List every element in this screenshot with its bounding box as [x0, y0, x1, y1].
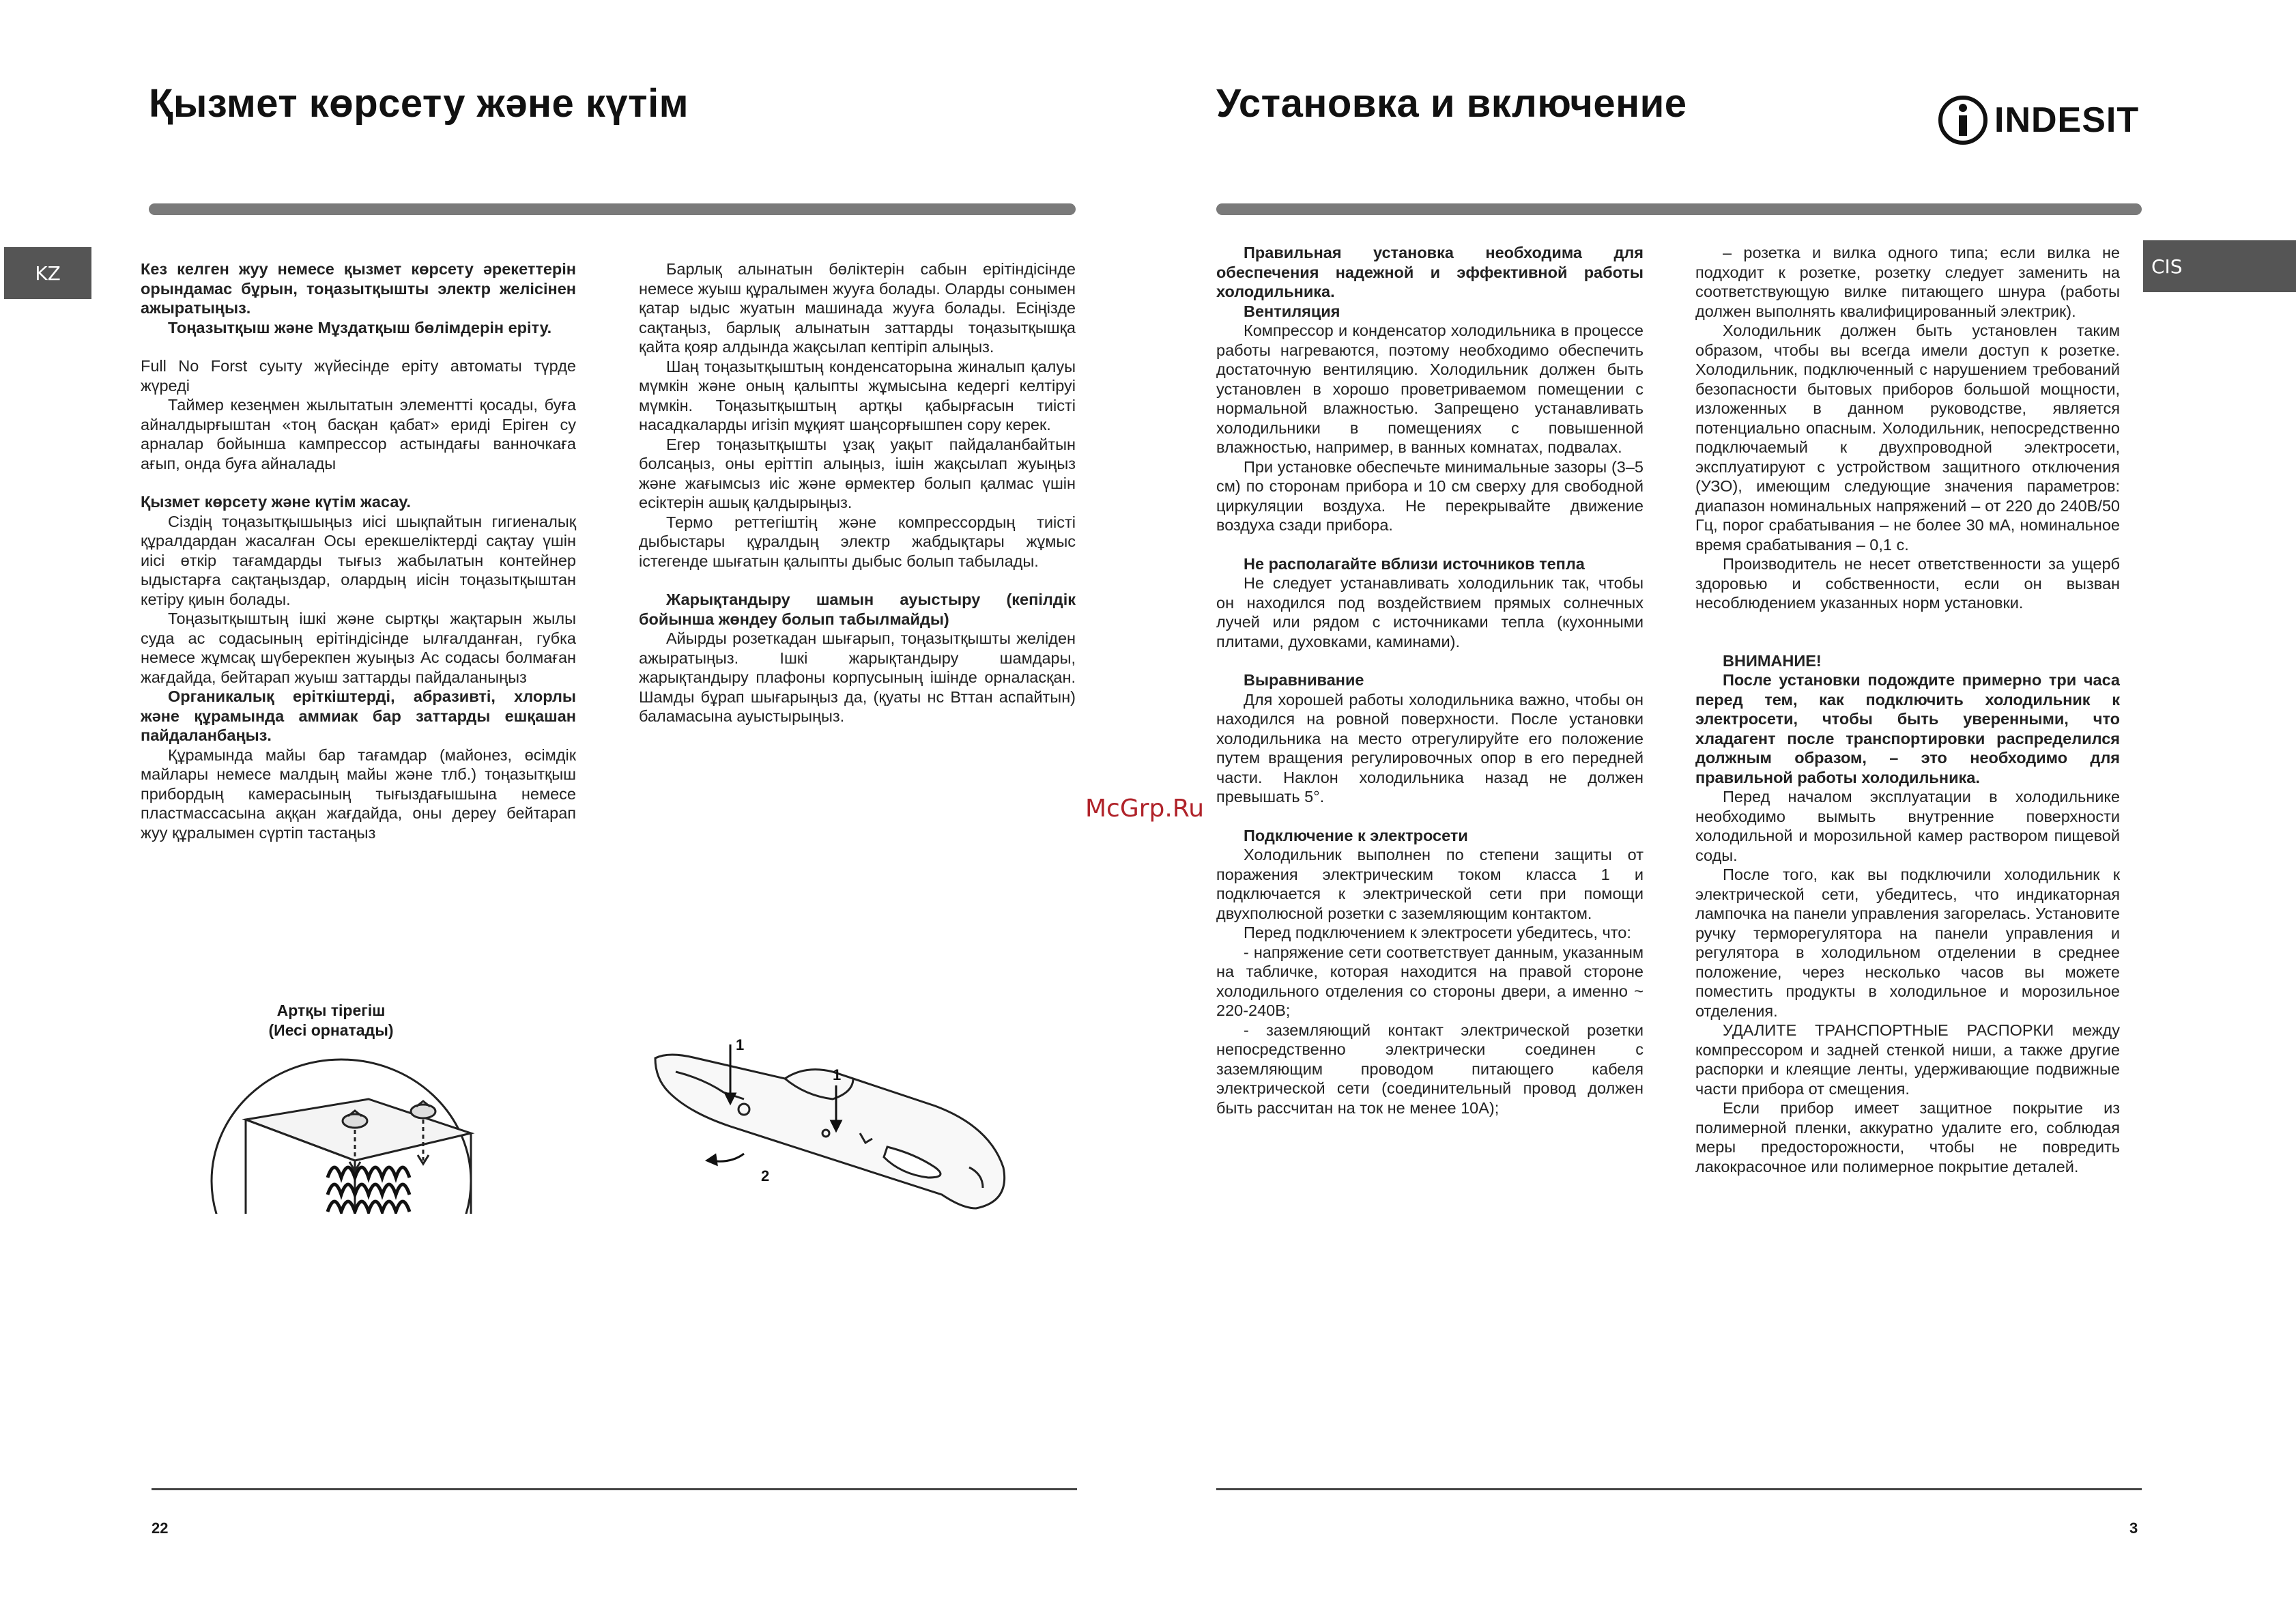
left-page-number: 22: [152, 1520, 169, 1537]
paragraph: Выравнивание: [1244, 671, 1364, 689]
paragraph-spacer: [1216, 807, 1644, 826]
paragraph: При установке обеспечьте минимальные зазоры (3–5 см) по сторонам прибора и 10 см сверху для свободной циркуляции воздуха. Не перекрывайте движение воздуха сзади прибора.: [1216, 457, 1644, 534]
paragraph-spacer: [1216, 535, 1644, 554]
paragraph: Құрамында майы бар тағамдар (майонез, өсімдік майлары немесе малдың майы және тлб.) тоңазытқыш прибордың камерасының тығыздағышына немесе пластмассасына аққан жағдайда, оны дереу бейтарап жуу құралымен сүртіп тастаңыз: [141, 745, 576, 842]
figure-caption: [232, 1001, 430, 1040]
paragraph-spacer: [1216, 651, 1644, 670]
paragraph: Тоңазытқыштың ішкі және сыртқы жақтарын жылы суда ас содасының ерітіндісінде ылғалданған, губка немесе жұмсақ шүберекпен жуыңыз Ас содасы болмаған жағдайда, бейтарап жуыш заттарды пайдаланыңыз: [141, 610, 576, 686]
paragraph: Барлық алынатын бөліктерін сабын ерітіндісінде немесе жуыш құралымен жууға болады. Оларды сонымен қатар ыдыс жуатын машинада жууға болады. Есіңізде сақтаңыз, барлық алынатын заттарды тоңазытқышқа қайта қояр алдында жақсылап кептіріп алыңыз.: [639, 260, 1076, 356]
paragraph-spacer: [141, 473, 576, 492]
right-title-rule: [1216, 203, 2142, 215]
paragraph: Егер тоңазытқышты ұзақ уақыт пайдаланбайтын болсаңыз, оны еріттіп алыңыз, ішін жақсылап жуыңыз және жағымсыз иіс және өрмектер болып қалмас үшін есіктерін ашық қалдырыңыз.: [639, 435, 1076, 511]
paragraph: Для хорошей работы холодильника важно, чтобы он находился на ровной поверхности. После установки холодильника на место отрегулируйте его положение путем вращения регулировочных опор в его передней части. Наклон холодильника назад не должен превышать 5°.: [1216, 690, 1644, 806]
brand-logo: [1936, 93, 2139, 147]
watermark: McGrp.Ru: [1085, 795, 1205, 823]
paragraph: Full No Forst суыту жүйесінде еріту автоматы түрде жүреді: [141, 357, 576, 395]
paragraph: Қызмет көрсету және күтім жасау.: [141, 493, 411, 511]
paragraph: Айырды розеткадан шығарып, тоңазытқышты желіден ажыратыңыз. Ішкі жарықтандыру шамдары, жарықтандыру плафоны корпусының ішінде орналасқан. Шамды бұрап шығарыңыз да, (қуаты нс Вттан аспайтын) баламасына ауыстырыңыз.: [639, 629, 1076, 725]
right-page-number: 3: [2129, 1520, 2138, 1537]
left-footer-rule: [152, 1488, 1077, 1490]
paragraph: ВНИМАНИЕ!: [1723, 651, 1822, 670]
paragraph: Тоңазытқыш және Мұздатқыш бөлімдерін еріту.: [168, 318, 552, 337]
left-text-column-1: [141, 259, 576, 842]
paragraph: Холодильник должен быть установлен таким образом, чтобы вы всегда имели доступ к розетке. Холодильник, подключенный с нарушением требований безопасности бытовых приборов большой мощности, изложенных в данном руководстве, является потенциально опасным. Холодильник, непосредственно подключаемый к двухпроводной электросети, эксплуатируют с устройством защитного отключения (УЗО), имеющим следующие значения параметров: диапазон номинальных напряжений – от 220 до 240В/50 Гц, порог срабатывания – не более 30 мА, номинальное время срабатывания – 0,1 с.: [1695, 322, 2120, 554]
paragraph: Жарықтандыру шамын ауыстыру (кепілдік бойынша жөндеу болып табылмайды): [639, 591, 1076, 628]
figure-caption-line-2: (Иесі орнатады): [268, 1021, 394, 1039]
paragraph-spacer: [1695, 613, 2120, 632]
paragraph: Правильная установка необходима для обеспечения надежной и эффективной работы холодильника.: [1216, 244, 1644, 300]
paragraph: - заземляющий контакт электрической розетки непосредственно электрически соединен с заземляющим проводом питающего кабеля электрической сети (соединительный провод должен быть рассчитан на ток не менее 10А);: [1216, 1021, 1644, 1117]
paragraph: Перед подключением к электросети убедитесь, что:: [1244, 924, 1631, 941]
left-page-title: Қызмет көрсету және күтім: [149, 81, 689, 126]
right-lang-tab: CIS: [2143, 240, 2296, 292]
paragraph: Не следует устанавливать холодильник так, чтобы он находился под воздействием прямых солнечных лучей или рядом с источниками тепла (кухонными плитами, духовками, каминами).: [1216, 574, 1644, 651]
diagram-label-1a: 1: [736, 1036, 745, 1053]
paragraph: Производитель не несет ответственности за ущерб здоровью и собственности, если он вызван несоблюдением указанных норм установки.: [1695, 555, 2120, 612]
paragraph: - напряжение сети соответствует данным, указанным на табличке, которая находится на правой стороне холодильного отделения со стороны двери, а именно ~ 220-240В;: [1216, 943, 1644, 1019]
paragraph-spacer: [141, 337, 576, 356]
diagram-label-1b: 1: [833, 1066, 842, 1083]
paragraph-spacer: [639, 571, 1076, 590]
left-text-column-2: [639, 259, 1076, 726]
right-footer-rule: [1216, 1488, 2142, 1490]
figure-caption-line-1: Артқы тірегіш: [276, 1001, 386, 1019]
right-text-column-2: [1695, 243, 2120, 1176]
paragraph: После установки подождите примерно три часа перед тем, как подключить холодильник к электросети, чтобы быть уверенными, что хладагент после транспортировки распределился должным образом, – это необходимо для правильной работы холодильника.: [1695, 671, 2120, 786]
paragraph: Если прибор имеет защитное покрытие из полимерной пленки, аккуратно удалите его, соблюдая меры предосторожности, чтобы не повредить лакокрасочное или полимерное покрытие деталей.: [1695, 1099, 2120, 1176]
paragraph: Компрессор и конденсатор холодильника в процессе работы нагреваются, поэтому необходимо обеспечить достаточную вентиляцию. Холодильник должен быть установлен в хорошо проветриваемом помещении с нормальной влажностью. Запрещено устанавливать холодильники в помещениях с повышенной влажностью, например, в ванных комнатах, подвалах.: [1216, 322, 1644, 456]
paragraph: Перед началом эксплуатации в холодильнике необходимо вымыть внутренние поверхности холодильной и морозильной камер раствором пищевой соды.: [1695, 788, 2120, 864]
paragraph: Шаң тоңазытқыштың конденсаторына жиналып қалуы мүмкін және оның қалыпты жұмысына кедергі келтіруі мүмкін. Тоңазытқыштың артқы қабырғасын тиісті насадкаларды игізіп мұқият шаңсорғышпен сору керек.: [639, 357, 1076, 433]
right-text-column-1: [1216, 243, 1644, 1118]
rear-spacer-illustration: [205, 1058, 478, 1215]
right-page-title: Установка и включение: [1216, 81, 1687, 126]
paragraph: Термо реттегіштің және компрессордың тиісті дыбыстары құралдың электр жабдықтары жұмыс істегенде шығатын қалыпты дыбыс болып табылады.: [639, 513, 1076, 570]
brand-logo-icon: [1936, 93, 1990, 147]
paragraph: Вентиляция: [1244, 302, 1340, 320]
paragraph: – розетка и вилка одного типа; если вилка не подходит к розетке, розетку следует заменить на соответствующую вилке питающего шнура (работы должен выполнять квалифицированный электрик).: [1695, 244, 2120, 320]
brand-logo-text: INDESIT: [1994, 100, 2140, 140]
paragraph: Таймер кезеңмен жылытатын элементті қосады, буға айналдырғыштан «тоң басқан қабат» ериді Еріген су арналар бойынша кампрессор астындағы ванночкаға ағып, онда буға айналады: [141, 396, 576, 472]
paragraph: Подключение к электросети: [1244, 826, 1468, 844]
lamp-cover-diagram: [648, 1031, 1017, 1215]
paragraph-spacer: [1695, 632, 2120, 651]
diagram-label-2: 2: [761, 1167, 770, 1184]
paragraph: Не располагайте вблизи источников тепла: [1244, 554, 1585, 573]
paragraph: Кез келген жуу немесе қызмет көрсету әрекеттерін орындамас бұрын, тоңазытқышты электр желісінен ажыратыңыз.: [141, 260, 576, 317]
left-lang-tab: KZ: [4, 247, 91, 299]
left-title-rule: [149, 203, 1076, 215]
paragraph: После того, как вы подключили холодильник к электрической сети, убедитесь, что индикаторная лампочка на панели управления загорелась. Установите ручку терморегулятора на панели управления и регулятора в холодильном отделении в среднее положение, через несколько часов вы можете поместить продукты в холодильное и морозильное отделения.: [1695, 866, 2120, 1020]
paragraph: Сіздің тоңазытқышыңыз иісі шықпайтын гигиеналық құралдардан жасалған Осы ерекшеліктерді сақтау үшін иісі өткір тағамдарды тығыз жабылатын контейнер ыдыстарға сақтаңыздар, олардың иісін тоңазытқыштан кетіру қиын болады.: [141, 512, 576, 608]
paragraph: Органикалық еріткіштерді, абразивті, хлорлы және құрамында аммиак бар заттарды ешқашан пайдаланбаңыз.: [141, 687, 576, 744]
paragraph: Холодильник выполнен по степени защиты от поражения электрическим током класса 1 и подключается к электрической сети при помощи двухполюсной розетки с заземляющим контактом.: [1216, 846, 1644, 922]
paragraph: УДАЛИТЕ ТРАНСПОРТНЫЕ РАСПОРКИ между компрессором и задней стенкой ниши, а также другие распорки и клеящие ленты, удерживающие подвижные части прибора от смещения.: [1695, 1021, 2120, 1098]
